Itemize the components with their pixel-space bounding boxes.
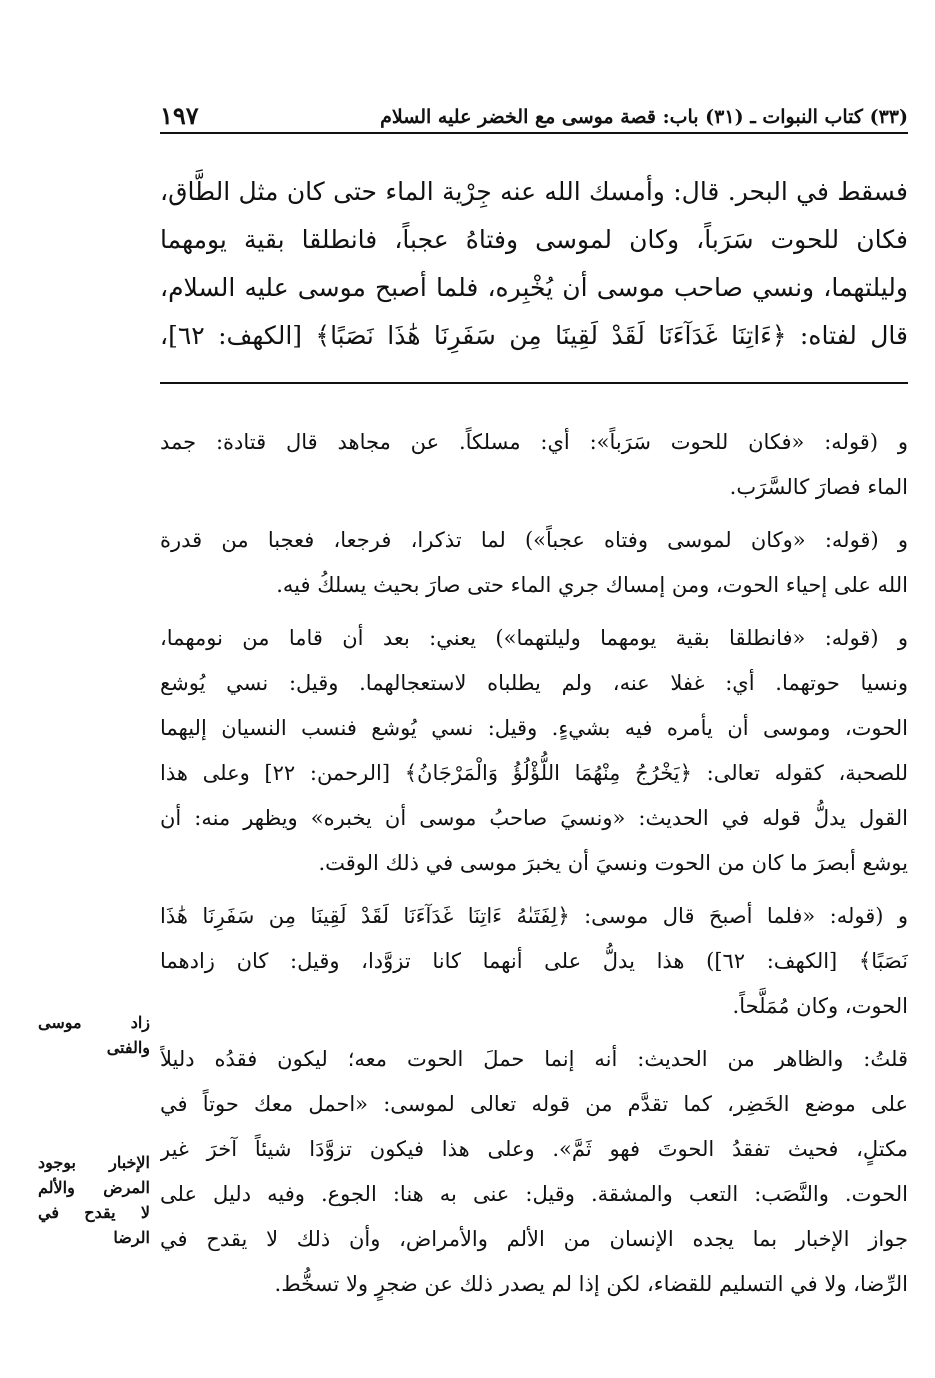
- commentary-paragraph: [160, 894, 908, 1029]
- commentary-line: و (قوله: «فلما أصبحَ قال موسى: ﴿لِفَتَىٰهُ ءَاتِنَا غَدَآءَنَا لَقَدْ لَقِينَا مِن سَفَرِنَا هَٰذَا: [160, 904, 908, 928]
- commentary-line: الحوت، وكان مُمَلَّحاً.: [732, 994, 908, 1018]
- commentary-line: جواز الإخبار بما يجده الإنسان من الألم والأمراض، وأن ذلك لا يقدح في: [160, 1227, 908, 1251]
- running-title: (٣٣) كتاب النبوات ـ (٣١) باب: قصة موسى مع الخضر عليه السلام: [380, 106, 908, 128]
- commentary-line: مكتلٍ، فحيث تفقدُ الحوتَ فهو ثَمَّ». وعلى هذا فيكون تزوَّدَا شيئاً آخرَ غير: [160, 1137, 908, 1161]
- commentary-line: ونسيا حوتهما. أي: غفلا عنه، ولم يطلباه لاستعجالهما. وقيل: نسي يُوشع: [160, 671, 908, 695]
- hadith-line: وليلتهما، ونسي صاحب موسى أن يُخْبِره، فلما أصبح موسى عليه السلام،: [160, 273, 908, 302]
- commentary-line: قلتُ: والظاهر من الحديث: أنه إنما حملَ الحوت معه؛ ليكون فقدُه دليلاً: [160, 1047, 908, 1071]
- hadith-line: فسقط في البحر. قال: وأمسك الله عنه جِرْية الماء حتى كان مثل الطَّاق،: [160, 177, 908, 206]
- commentary-line: على موضع الخَضِر، كما تقدَّم من قوله تعالى لموسى: «احمل معك حوتاً في: [160, 1092, 908, 1116]
- commentary-line: القول يدلُّ قوله في الحديث: «ونسيَ صاحبُ موسى أن يخبره» ويظهر منه: أن: [160, 806, 908, 830]
- running-header: [160, 98, 908, 134]
- commentary-line: الرِّضا، ولا في التسليم للقضاء، لكن إذا لم يصدر ذلك عن ضجرٍ ولا تسخُّط.: [274, 1272, 908, 1296]
- commentary-line: للصحبة، كقوله تعالى: ﴿يَخْرُجُ مِنْهُمَا اللُّؤْلُؤُ وَالْمَرْجَانُ﴾ [الرحمن: ٢٢] وعلى هذا: [160, 761, 908, 785]
- commentary-line: الماء فصارَ كالسَّرَب.: [729, 475, 908, 499]
- margin-note-line: المرض والألم: [38, 1178, 150, 1197]
- commentary-line: و (قوله: «فكان للحوت سَرَباً»: أي: مسلكاً. عن مجاهد قال قتادة: جمد: [160, 430, 908, 454]
- commentary: [160, 420, 908, 1315]
- hadith-text: [160, 168, 908, 360]
- section-divider: [160, 382, 908, 384]
- margin-note-line: والفتى: [106, 1038, 150, 1057]
- margin-note-line: الرضا: [113, 1228, 150, 1247]
- commentary-paragraph: [160, 420, 908, 510]
- commentary-line: الحوت. والنَّصَب: التعب والمشقة. وقيل: عنى به هنا: الجوع. وفيه دليل على: [160, 1182, 908, 1206]
- commentary-line: و (قوله: «وكان لموسى وفتاه عجباً») لما تذكرا، فرجعا، فعجبا من قدرة: [160, 528, 908, 552]
- commentary-line: يوشع أبصرَ ما كان من الحوت ونسيَ أن يخبرَ موسى في ذلك الوقت.: [318, 851, 908, 875]
- commentary-line: الحوت، وموسى أن يأمره فيه بشيءٍ. وقيل: نسي يُوشع فنسب النسيان إليهما: [160, 716, 908, 740]
- page-number: ١٩٧: [160, 101, 199, 130]
- margin-note: [38, 1150, 150, 1250]
- margin-note-line: الإخبار بوجود: [38, 1153, 150, 1172]
- margin-note: [38, 1010, 150, 1060]
- commentary-paragraph: [160, 1037, 908, 1307]
- commentary-line: و (قوله: «فانطلقا بقية يومهما وليلتهما») يعني: بعد أن قاما من نومهما،: [160, 626, 908, 650]
- margin-note-line: لا يقدح في: [38, 1203, 150, 1222]
- commentary-line: نَصَبًا﴾ [الكهف: ٦٢]) هذا يدلُّ على أنهما كانا تزوَّدا، وقيل: كان زادهما: [160, 949, 908, 973]
- margin-note-line: زاد موسى: [38, 1013, 150, 1032]
- hadith-line: قال لفتاه: ﴿ءَاتِنَا غَدَآءَنَا لَقَدْ لَقِينَا مِن سَفَرِنَا هَٰذَا نَصَبًا﴾ [الكهف: ٦٢]،: [160, 321, 908, 350]
- commentary-paragraph: [160, 518, 908, 608]
- hadith-line: فكان للحوت سَرَباً، وكان لموسى وفتاهُ عجباً، فانطلقا بقية يومهما: [160, 225, 908, 254]
- commentary-line: الله على إحياء الحوت، ومن إمساك جري الماء حتى صارَ بحيث يسلكُ فيه.: [276, 573, 908, 597]
- commentary-paragraph: [160, 616, 908, 886]
